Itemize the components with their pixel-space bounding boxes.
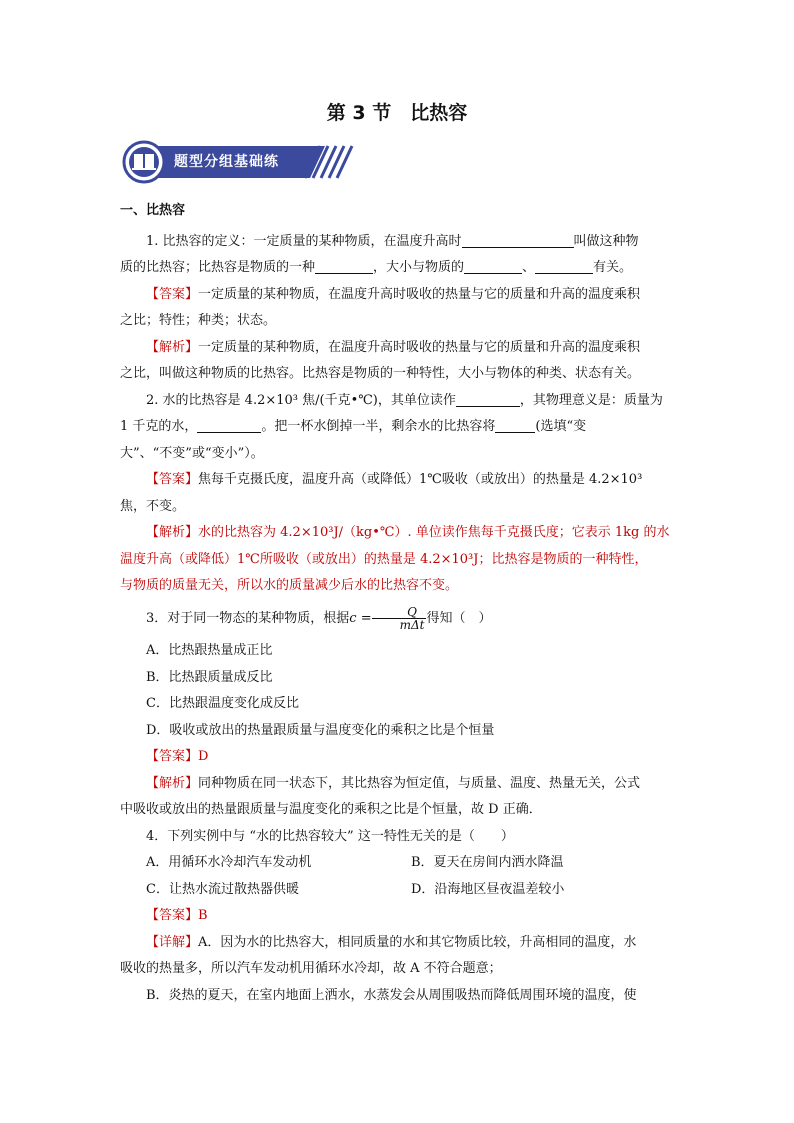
q2-explanation-cont: 温度升高（或降低）1℃所吸收（或放出）的热量是 4.2×10³J；比热容是物质的一种特性，: [120, 551, 648, 567]
q3-option-b: B．比热跟质量成反比: [146, 669, 273, 685]
q4-explanation-cont2: B．炎热的夏天，在室内地面上洒水，水蒸发会从周围吸热而降低周围环境的温度，使: [146, 987, 637, 1003]
q4-option-a: A．用循环水冷却汽车发动机: [146, 855, 312, 870]
q1-explanation: 【解析】一定质量的某种物质，在温度升高时吸收的热量与它的质量和升高的温度乘积: [146, 339, 641, 355]
q4-options-row1: [120, 850, 676, 877]
blank: [495, 417, 535, 433]
banner-label: 题型分组基础练: [174, 154, 279, 170]
q1-explanation-cont: 之比，叫做这种物质的比热容。比热容是物质的一种特性，大小与物体的种类、状态有关。: [120, 366, 641, 381]
q2-line1: 2. 水的比热容是 4.2×10³ 焦/(千克•℃)，其单位读作 ，其物理意义是：质量为: [146, 392, 663, 408]
q3-explanation: 【解析】同种物质在同一状态下，其比热容为恒定值，与质量、温度、热量无关，公式: [146, 775, 641, 791]
q1-line1: 1. 比热容的定义：一定质量的某种物质，在温度升高时 叫做这种物: [146, 233, 639, 249]
content-body: [120, 198, 676, 1009]
q3-option-d: D．吸收或放出的热量跟质量与温度变化的乘积之比是个恒量: [146, 722, 495, 738]
q2-answer: 【答案】焦每千克摄氏度，温度升高（或降低）1℃吸收（或放出）的热量是 4.2×10³: [146, 472, 643, 487]
q4-option-d: D．沿海地区昼夜温差较小: [411, 881, 565, 897]
q4-options-row2: [120, 877, 676, 904]
q4-stem: 4．下列实例中与 “水的比热容较大” 这一特性无关的是（ ）: [146, 828, 514, 844]
q1-answer: 【答案】一定质量的某种物质，在温度升高时吸收的热量与它的质量和升高的温度乘积: [146, 286, 641, 302]
blank: [315, 258, 373, 274]
formula-fraction: $\frac{Q}{\text{mΔt}}$: [372, 606, 427, 631]
blank: [197, 417, 261, 433]
q2-explanation-cont2: 与物质的质量无关，所以水的质量减少后水的比热容不变。: [120, 578, 459, 593]
blank: [464, 258, 522, 274]
q4-explanation-cont: 吸收的热量多，所以汽车发动机用循环水冷却，故 A 不符合题意；: [120, 961, 502, 976]
q4-answer: 【答案】B: [146, 908, 208, 923]
section-banner: [120, 140, 360, 184]
blank: [462, 232, 574, 248]
q3-option-c: C．比热跟温度变化成反比: [146, 696, 299, 711]
section-heading: 一、比热容: [120, 203, 186, 218]
q2-line2: 1 千克的水， 。把一杯水倒掉一半，剩余水的比热容将 (选填“变: [120, 419, 587, 434]
blank: [535, 258, 593, 274]
q4-option-b: B．夏天在房间内洒水降温: [411, 855, 564, 870]
blank: [456, 391, 520, 407]
q2-explanation: 【解析】水的比热容为 4.2×10³J/（kg•℃）. 单位读作焦每千克摄氏度；它表示 1kg 的水: [146, 525, 670, 540]
q3-answer: 【答案】D: [146, 749, 209, 764]
q2-answer-cont: 焦，不变。: [120, 498, 186, 514]
q1-line2: 质的比热容；比热容是物质的一种 ，大小与物质的 、 有关。: [120, 260, 633, 275]
q3-option-a: A．比热跟热量成正比: [146, 643, 273, 658]
q1-answer-cont: 之比；特性；种类；状态。: [120, 313, 277, 328]
q2-line3: 大”、“不变”或“变小”）。: [120, 445, 264, 461]
formula-lhs: c =: [349, 610, 372, 626]
q4-option-c: C．让热水流过散热器供暖: [146, 881, 299, 897]
q3-stem: 3．对于同一物态的某种物质，根据c = $\frac{Q}{\text{mΔt}}$ 得知（ ）: [146, 604, 492, 632]
page-title: 第 3 节 比热容: [326, 102, 468, 124]
q4-explanation: 【详解】A．因为水的比热容大，相同质量的水和其它物质比较，升高相同的温度，水: [146, 934, 637, 950]
q3-explanation-cont: 中吸收或放出的热量跟质量与温度变化的乘积之比是个恒量，故 D 正确．: [120, 802, 542, 817]
